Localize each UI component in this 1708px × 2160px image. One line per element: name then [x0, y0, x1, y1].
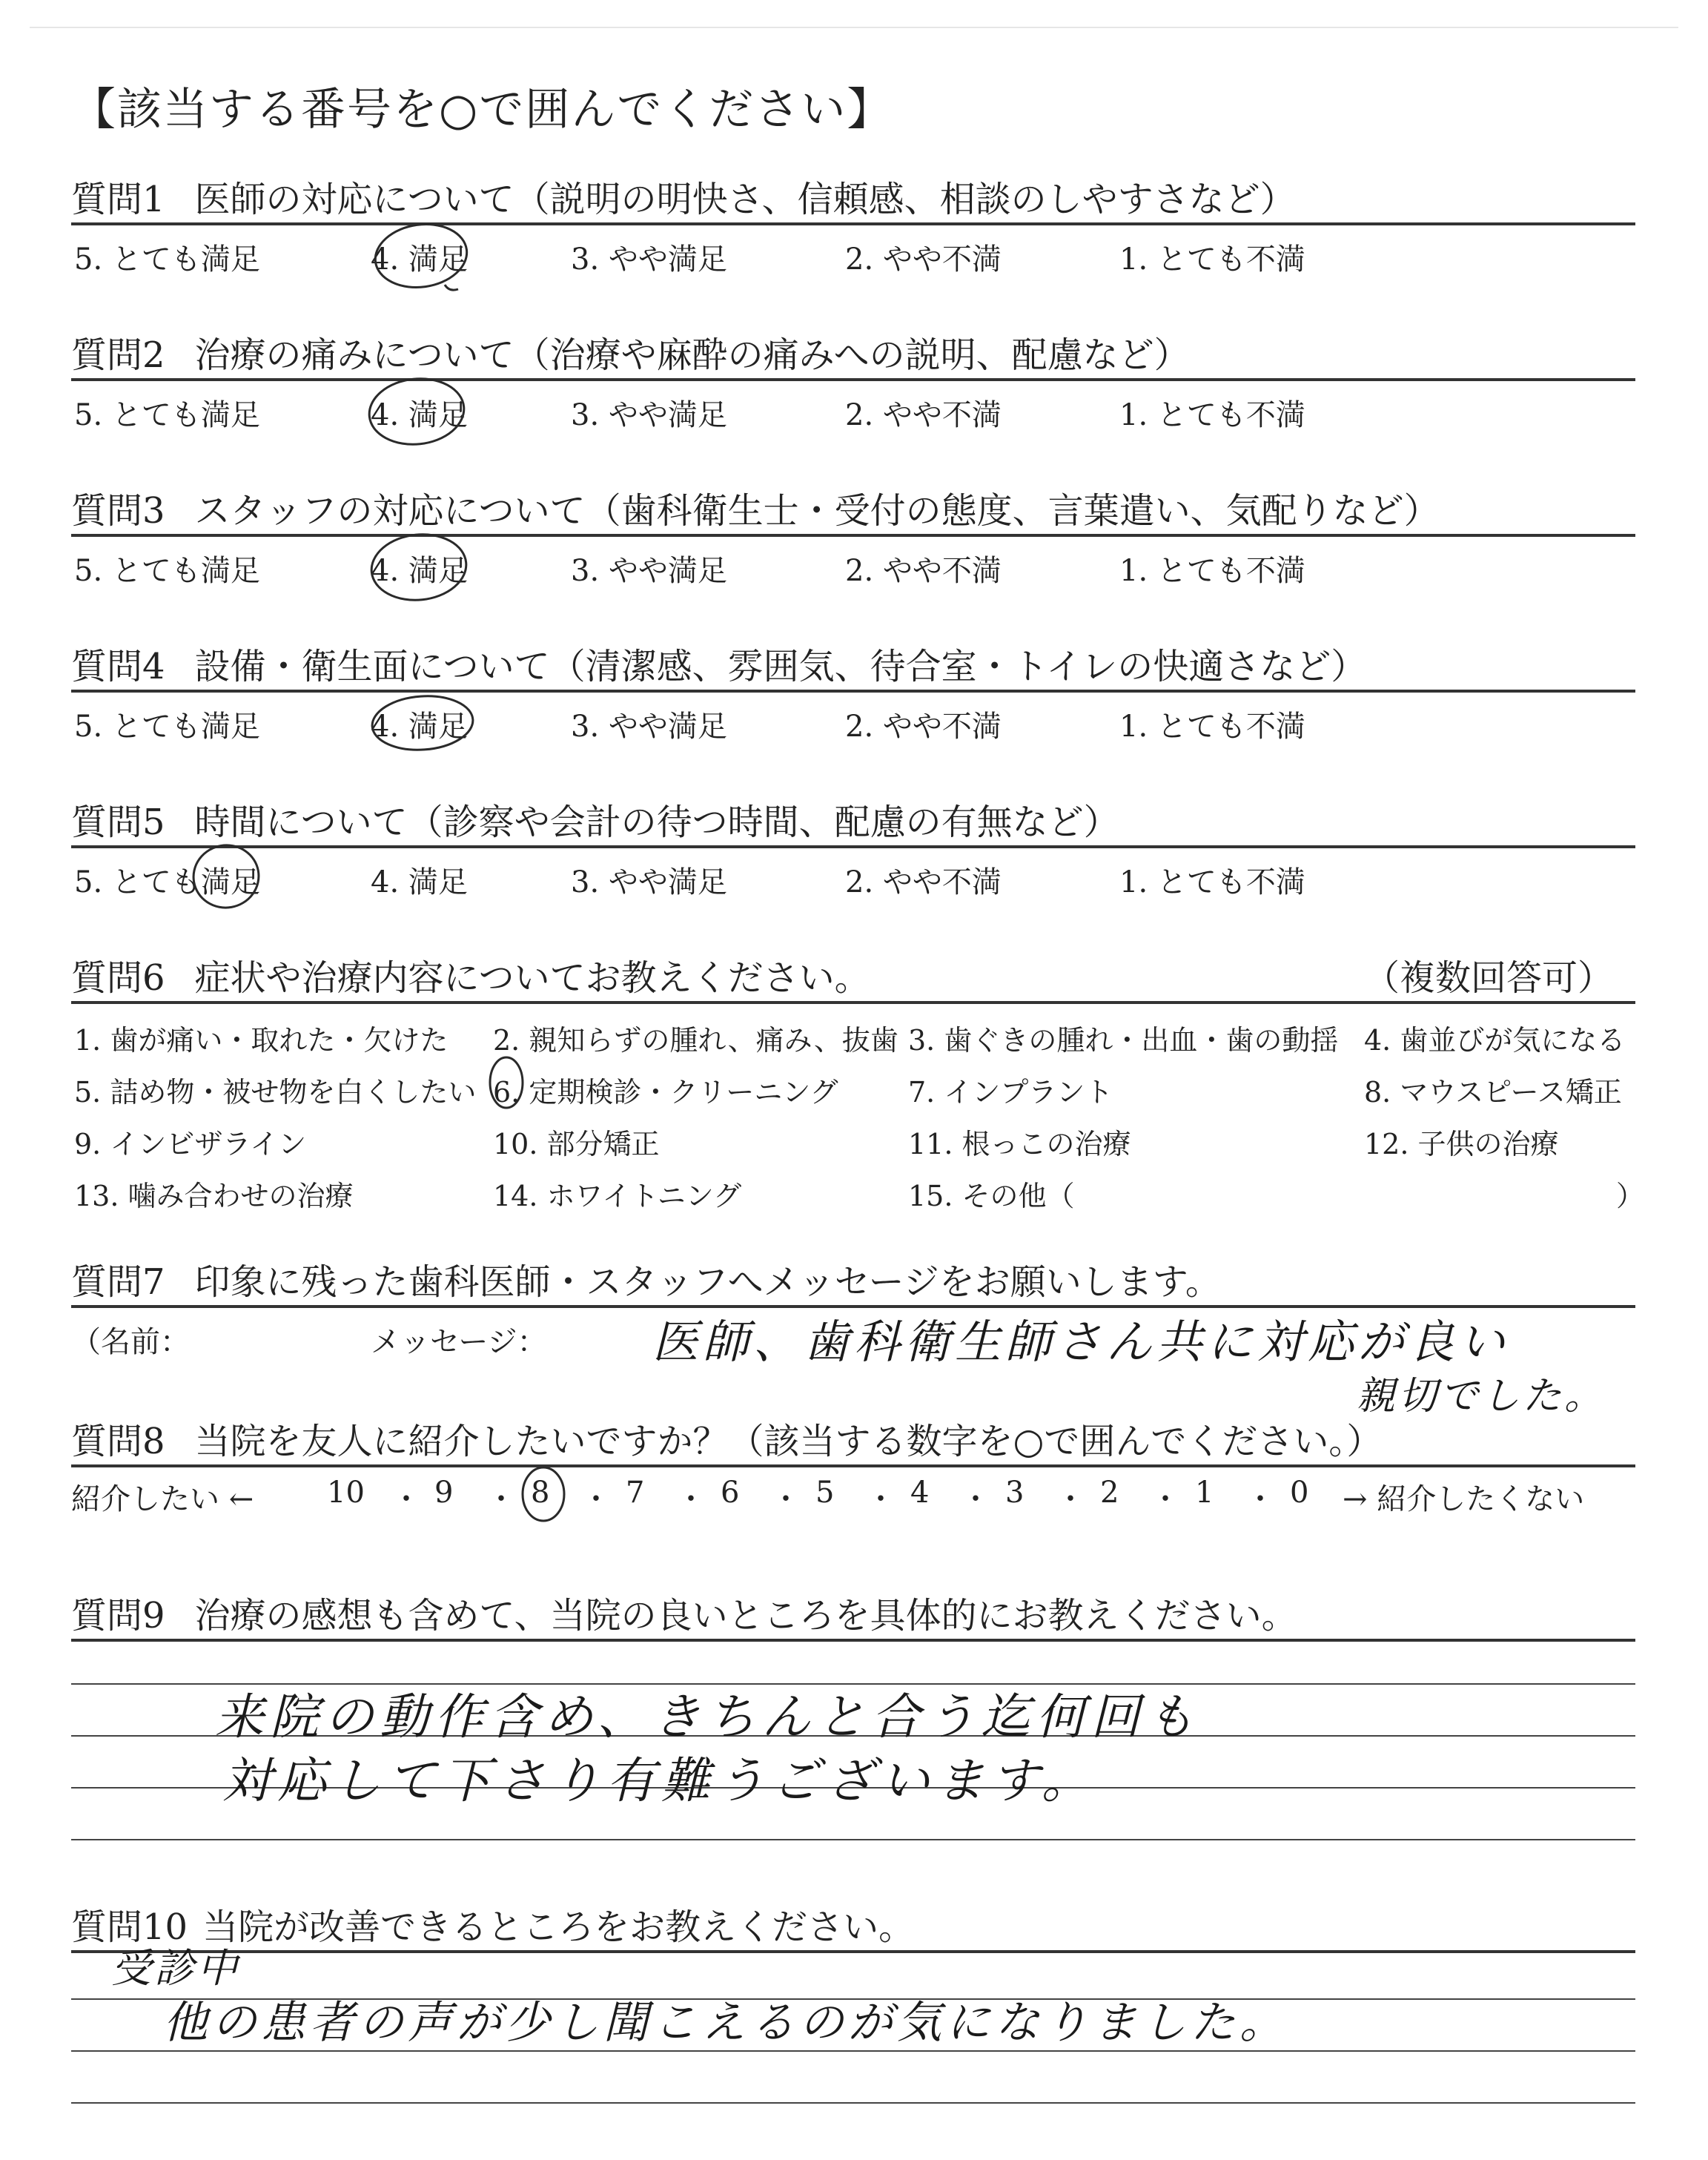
question-number: 質問8	[71, 1421, 165, 1462]
symptom-option[interactable]: 7. インプラント	[908, 1076, 1113, 1109]
question-2-rule	[71, 378, 1635, 381]
option-1[interactable]: 1. とても不満	[1119, 710, 1305, 744]
option-5[interactable]: 5. とても満足	[74, 865, 260, 899]
multiple-answer-note: （複数回答可）	[1363, 957, 1613, 999]
question-10-rule	[71, 1950, 1635, 1953]
question-number: 質問7	[71, 1261, 165, 1303]
option-1[interactable]: 1. とても不満	[1119, 398, 1305, 432]
option-2[interactable]: 2. やや不満	[845, 398, 1002, 432]
option-2[interactable]: 2. やや不満	[845, 710, 1002, 744]
question-text: 当院が改善できるところをお教えください。	[202, 1906, 915, 1948]
handwritten-message-line2: 親切でした。	[1357, 1374, 1606, 1418]
question-3-rule	[71, 534, 1635, 537]
other-close-paren: ）	[1616, 1180, 1645, 1212]
question-6	[71, 949, 1643, 997]
question-number: 質問6	[71, 957, 165, 999]
writing-line	[71, 2102, 1635, 2104]
scale-value[interactable]: 4	[910, 1476, 930, 1510]
option-4[interactable]: 4. 満足	[371, 242, 468, 277]
question-3	[71, 482, 1643, 532]
symptom-option[interactable]: 12. 子供の治療	[1364, 1128, 1559, 1160]
question-text: 設備・衛生面について（清潔感、雰囲気、待合室・トイレの快適さなど）	[194, 646, 1367, 687]
scale-dot: ・	[486, 1482, 516, 1516]
question-text: 印象に残った歯科医師・スタッフへメッセージをお願いします。	[194, 1261, 1221, 1303]
question-7	[71, 1253, 1643, 1301]
question-text: 治療の痛みについて（治療や麻酔の痛みへの説明、配慮など）	[194, 334, 1190, 376]
scale-value[interactable]: 0	[1290, 1476, 1309, 1510]
scale-dot: ・	[1245, 1482, 1275, 1516]
symptom-option[interactable]: 2. 親知らずの腫れ、痛み、抜歯	[493, 1024, 898, 1057]
option-2[interactable]: 2. やや不満	[845, 242, 1002, 277]
symptom-option[interactable]: 5. 詰め物・被せ物を白くしたい	[74, 1076, 477, 1109]
scale-value[interactable]: 2	[1100, 1476, 1119, 1510]
option-1[interactable]: 1. とても不満	[1119, 242, 1305, 277]
scale-value[interactable]: 6	[721, 1476, 740, 1510]
option-2[interactable]: 2. やや不満	[845, 554, 1002, 588]
scale-value[interactable]: 8	[531, 1476, 550, 1510]
option-4[interactable]: 4. 満足	[371, 398, 468, 432]
scale-dot: ・	[771, 1482, 801, 1516]
option-4[interactable]: 4. 満足	[371, 865, 468, 899]
option-4[interactable]: 4. 満足	[371, 554, 468, 588]
question-number: 質問4	[71, 646, 165, 687]
writing-line	[71, 1839, 1635, 1840]
question-number: 質問9	[71, 1595, 165, 1636]
circle-tail-q1	[445, 285, 458, 290]
option-1[interactable]: 1. とても不満	[1119, 554, 1305, 588]
question-5	[71, 793, 1643, 841]
question-2	[71, 326, 1643, 374]
symptom-option[interactable]: 3. 歯ぐきの腫れ・出血・歯の動揺	[908, 1024, 1339, 1057]
handwritten-answer-line2: 他の患者の声が少し聞こえるのが気になりました。	[163, 1997, 1288, 2049]
question-1	[71, 171, 1643, 218]
symptom-option[interactable]: 13. 噛み合わせの治療	[74, 1180, 354, 1212]
question-number: 質問10	[71, 1906, 188, 1948]
scale-dot: ・	[676, 1482, 706, 1516]
recommend-scale	[71, 1476, 1643, 1520]
symptom-option[interactable]: 11. 根っこの治療	[908, 1128, 1131, 1160]
question-1-rule	[71, 222, 1635, 225]
option-5[interactable]: 5. とても満足	[74, 710, 260, 744]
option-2[interactable]: 2. やや不満	[845, 865, 1002, 899]
symptom-option[interactable]: 10. 部分矯正	[493, 1128, 660, 1160]
question-8	[71, 1413, 1643, 1460]
question-number: 質問5	[71, 802, 165, 843]
handwritten-message-line1: 医師、歯科衛生師さん共に対応が良い	[652, 1315, 1510, 1369]
question-text: スタッフの対応について（歯科衛生士・受付の態度、言葉遣い、気配りなど）	[194, 490, 1440, 532]
option-3[interactable]: 3. やや満足	[571, 398, 727, 432]
symptom-option[interactable]: 1. 歯が痛い・取れた・欠けた	[74, 1024, 448, 1057]
option-4[interactable]: 4. 満足	[371, 710, 468, 744]
symptom-option[interactable]: 15. その他（	[908, 1180, 1075, 1212]
handwritten-answer-line1: 受診中	[111, 1945, 240, 1992]
scale-dot: ・	[1151, 1482, 1180, 1516]
question-4-rule	[71, 690, 1635, 693]
question-4	[71, 638, 1643, 685]
option-3[interactable]: 3. やや満足	[571, 710, 727, 744]
top-border	[30, 27, 1678, 28]
scale-left-label: 紹介したい ←	[71, 1482, 254, 1516]
symptom-option[interactable]: 6. 定期検診・クリーニング	[493, 1076, 838, 1109]
scale-dot: ・	[581, 1482, 611, 1516]
question-text: 症状や治療内容についてお教えください。	[194, 957, 870, 999]
option-3[interactable]: 3. やや満足	[571, 865, 727, 899]
scale-value[interactable]: 5	[815, 1476, 835, 1510]
option-3[interactable]: 3. やや満足	[571, 554, 727, 588]
question-5-rule	[71, 845, 1635, 848]
scale-value[interactable]: 9	[434, 1476, 454, 1510]
scale-value[interactable]: 10	[327, 1476, 365, 1510]
name-label: （名前：	[71, 1325, 190, 1359]
scale-right-label: → 紹介したくない	[1343, 1482, 1585, 1516]
question-text: 当院を友人に紹介したいですか？（該当する数字を○で囲んでください。）	[194, 1421, 1383, 1462]
question-text: 時間について（診察や会計の待つ時間、配慮の有無など）	[194, 802, 1119, 843]
question-10	[71, 1898, 1643, 1946]
scale-dot: ・	[866, 1482, 896, 1516]
message-label: メッセージ：	[371, 1325, 547, 1359]
option-5[interactable]: 5. とても満足	[74, 398, 260, 432]
handwritten-answer-line1: 来院の動作含め、きちんと合う迄何回も	[215, 1688, 1201, 1745]
question-9	[71, 1587, 1643, 1634]
symptom-option[interactable]: 4. 歯並びが気になる	[1364, 1024, 1626, 1057]
symptom-option[interactable]: 9. インビザライン	[74, 1128, 307, 1160]
question-text: 医師の対応について（説明の明快さ、信頼感、相談のしやすさなど）	[194, 179, 1296, 220]
option-1[interactable]: 1. とても不満	[1119, 865, 1305, 899]
question-6-rule	[71, 1001, 1635, 1004]
question-9-rule	[71, 1639, 1635, 1642]
form-title: 【該当する番号を○で囲んでください】	[71, 84, 893, 136]
symptom-option[interactable]: 8. マウスピース矯正	[1364, 1076, 1622, 1109]
option-5[interactable]: 5. とても満足	[74, 554, 260, 588]
scale-value[interactable]: 7	[626, 1476, 645, 1510]
scale-dot: ・	[961, 1482, 990, 1516]
scale-dot: ・	[1056, 1482, 1085, 1516]
question-text: 治療の感想も含めて、当院の良いところを具体的にお教えください。	[194, 1595, 1297, 1636]
handwritten-answer-line2: 対応して下さり有難うございます。	[222, 1752, 1096, 1809]
scale-value[interactable]: 3	[1005, 1476, 1025, 1510]
question-8-rule	[71, 1464, 1635, 1467]
option-5[interactable]: 5. とても満足	[74, 242, 260, 277]
question-number: 質問2	[71, 334, 165, 376]
question-number: 質問3	[71, 490, 165, 532]
scale-value[interactable]: 1	[1195, 1476, 1214, 1510]
option-3[interactable]: 3. やや満足	[571, 242, 727, 277]
question-number: 質問1	[71, 179, 165, 220]
scale-dot: ・	[391, 1482, 421, 1516]
symptom-option[interactable]: 14. ホワイトニング	[493, 1180, 742, 1212]
